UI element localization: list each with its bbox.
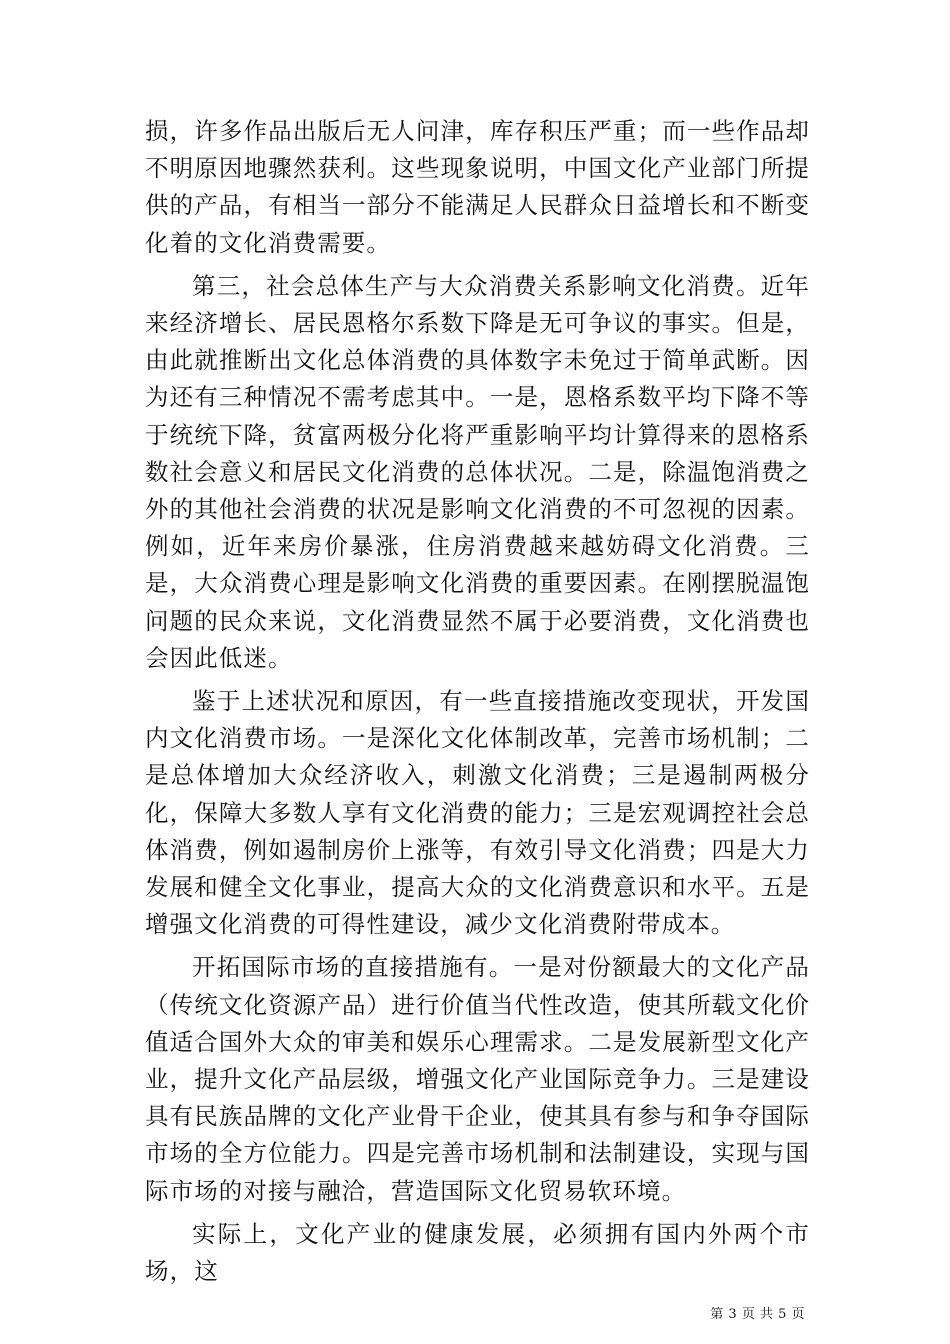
paragraph-1: 损，许多作品出版后无人问津，库存积压严重；而一些作品却不明原因地骤然获利。这些现象说明，中国文化产业部门所提供的产品，有相当一部分不能满足人民群众日益增长和不断变化着的文化消费需要。 [145,117,810,257]
paragraph-2: 第三，社会总体生产与大众消费关系影响文化消费。近年来经济增长、居民恩格尔系数下降是无可争议的事实。但是，由此就推断出文化总体消费的具体数字未免过于简单武断。因为还有三种情况不需考虑其中。一是，恩格系数平均下降不等于统统下降，贫富两极分化将严重影响平均计算得来的恩格系数社会意义和居民文化消费的总体状况。二是，除温饱消费之外的其他社会消费的状况是影响文化消费的不可忽视的因素。例如，近年来房价暴涨，住房消费越来越妨碍文化消费。三是，大众消费心理是影响文化消费的重要因素。在刚摆脱温饱问题的民众来说，文化消费显然不属于必要消费，文化消费也会因此低迷。 [145,271,810,672]
document-body [145,113,810,1290]
paragraph-3: 鉴于上述状况和原因，有一些直接措施改变现状，开发国内文化消费市场。一是深化文化体制改革，完善市场机制；二是总体增加大众经济收入，刺激文化消费；三是遏制两极分化，保障大多数人享有文化消费的能力；三是宏观调控社会总体消费，例如遏制房价上涨等，有效引导文化消费；四是大力发展和健全文化事业，提高大众的文化消费意识和水平。五是增强文化消费的可得性建设，减少文化消费附带成本。 [145,687,810,939]
page-number-footer: 第 3 页 共 5 页 [710,1307,805,1322]
paragraph-5: 实际上，文化产业的健康发展，必须拥有国内外两个市场，这 [145,1219,810,1286]
paragraph-4: 开拓国际市场的直接措施有。一是对份额最大的文化产品（传统文化资源产品）进行价值当代性改造，使其所载文化价值适合国外大众的审美和娱乐心理需求。二是发展新型文化产业，提升文化产品层级，增强文化产业国际竞争力。三是建设具有民族品牌的文化产业骨干企业，使其具有参与和争夺国际市场的全方位能力。四是完善市场机制和法制建设，实现与国际市场的对接与融洽，营造国际文化贸易软环境。 [145,953,810,1205]
